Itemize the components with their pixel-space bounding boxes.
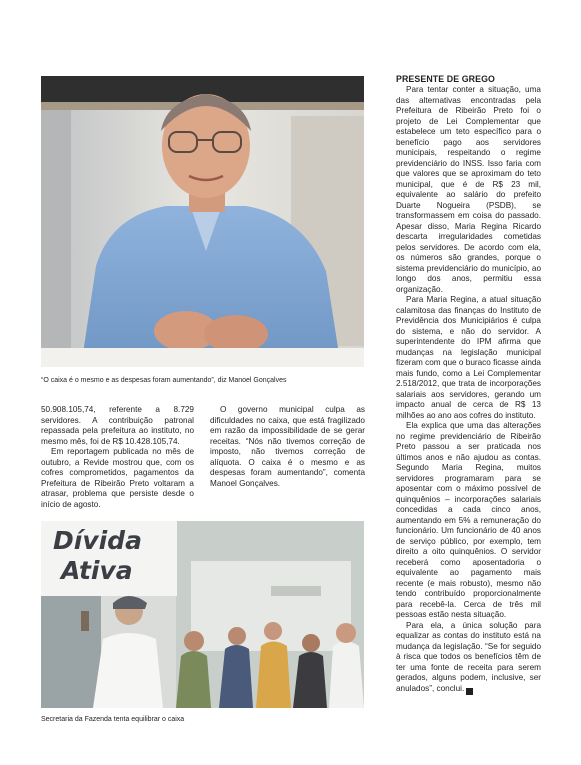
paragraph-text: Para ela, a única solução para equalizar as contas do instituto está na mudança da legislação. “Se for seguido à risca que todos os benefícios têm de ter uma fonte de receita para serem gerados, alguns podem, inclusive, ser anulados”, conclui.	[396, 620, 541, 693]
office-photo-illustration	[41, 521, 364, 708]
article-column-left	[41, 405, 194, 510]
photo-caption: Secretaria da Fazenda tenta equilibrar o caixa	[41, 716, 185, 723]
paragraph: Para tentar conter a situação, uma das alternativas encontradas pela Prefeitura de Ribeirão Preto foi o projeto de Lei Complementar que estabelece um teto específico para o benefício pago aos servidores municipais, respeitando o regime previdenciário do INSS. Isso faria com que valores que se aproximam do teto municipal, que é de R$ 23 mil, equivalente ao salário do prefeito Duarte Nogueira (PSDB), se transformassem em coisa do passado. Apesar disso, Maria Regina Ricardo descarta irregularidades cometidas pelos servidores. De acordo com ela, os números são grandes, porque o sistema previdenciário do município, ao longo dos anos, permitiu essa organização.	[396, 85, 541, 294]
article-column-right	[396, 73, 541, 695]
interview-photo	[41, 76, 364, 367]
paragraph	[396, 621, 541, 695]
photo-caption: “O caixa é o mesmo e as despesas foram aumentando”, diz Manoel Gonçalves	[41, 377, 287, 384]
paragraph: Para Maria Regina, a atual situação calamitosa das finanças do Instituto de Previdência dos Municipiários é culpa do sistema, e não do servidor. A superintendente do IPM afirma que mudanças na legislação municipal fizeram com que o buraco ficasse ainda mais fundo, como a Lei Complementar 2.518/2012, que trata de incorporações salariais aos servidores, gerando um impacto anual de cerca de R$ 13 milhões ao ano aos cofres do instituto.	[396, 295, 541, 420]
section-heading: PRESENTE DE GREGO	[396, 74, 495, 84]
article-column-middle	[210, 405, 365, 489]
end-of-article-mark: r	[466, 688, 473, 695]
paragraph: Em reportagem publicada no mês de outubro, a Revide mostrou que, com os cofres comprometidos, pagamentos da Prefeitura de Ribeirão Preto voltaram a atrasar, problema que persiste desde o início de agosto.	[41, 447, 194, 509]
interview-photo-illustration	[41, 76, 364, 367]
sign-line-2: Ativa	[61, 556, 133, 585]
sign-line-1: Dívida	[53, 526, 142, 555]
office-photo	[41, 521, 364, 708]
paragraph: 50.908.105,74, referente a 8.729 servidores. A contribuição patronal repassada pela prefeitura ao instituto, no mesmo mês, foi de R$ 10.428.105,74.	[41, 405, 194, 446]
paragraph: O governo municipal culpa as dificuldades no caixa, que está fragilizado em razão da impossibilidade de se gerar receitas. “Nós não tivemos correção de imposto, não tivemos correção de alíquota. O caixa é o mesmo e as despesas foram aumentando”, comenta Manoel Gonçalves.	[210, 405, 365, 488]
paragraph: Ela explica que uma das alterações no regime previdenciário de Ribeirão Preto passou a ser praticada nos últimos anos e não ajudou as contas. Segundo Maria Regina, muitos servidores programaram para se aposentar com o máximo possível de quinquênios – incorporações salariais concedidas a cada cinco anos, aumentando em 5% a remuneração do funcionário. Um funcionário de 40 anos de serviço público, por exemplo, tem direito a oito quinquênios. O servidor receberá como aposentadoria o equivalente ao pagamento mais recente (e mais robusto), mesmo não tendo contribuído proporcionalmente para recebê-la. Cerca de três mil pessoas estão nesta situação.	[396, 421, 541, 619]
